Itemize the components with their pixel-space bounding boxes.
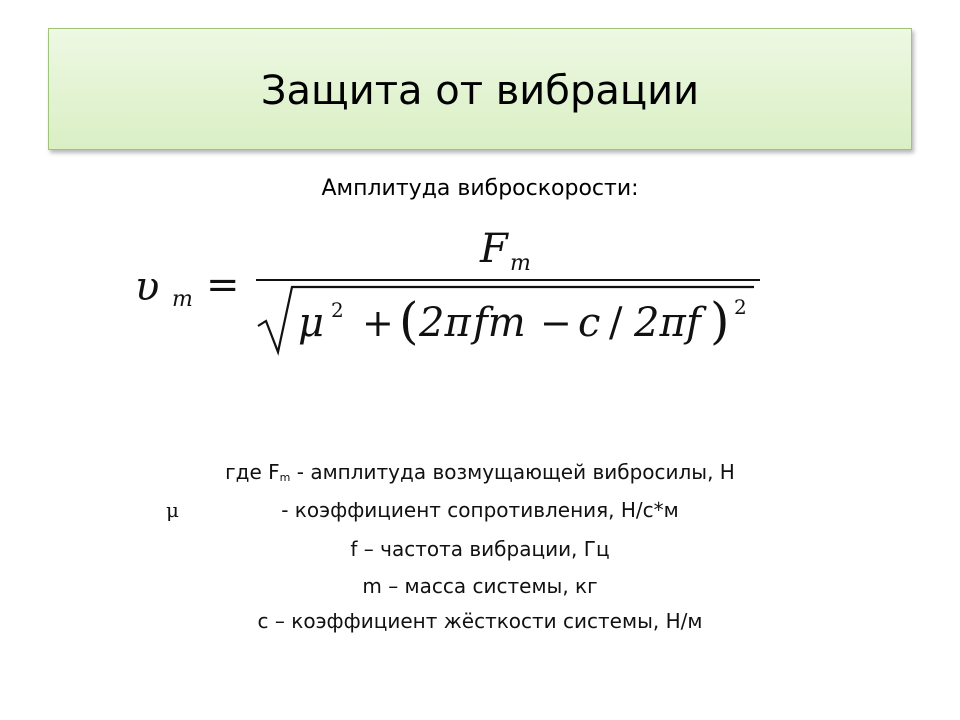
legend-stiffness: с – коэффициент жёсткости системы, Н/м [257, 609, 703, 633]
legend-force [0, 460, 960, 484]
slash-sign: / [609, 300, 623, 346]
legend-force-subscript: m [279, 471, 291, 484]
formula-caption: Амплитуда виброскорости: [321, 176, 639, 201]
numerator-F: F [480, 226, 508, 272]
lhs-symbol: υ [135, 264, 160, 310]
numerator-subscript: m [510, 251, 531, 276]
plus-sign: + [362, 301, 394, 345]
legend-force-text: - амплитуда возмущающей вибросилы, Н [290, 460, 735, 484]
lhs-subscript: m [172, 287, 193, 312]
legend-frequency: f – частота вибрации, Гц [350, 537, 610, 561]
minus-sign: − [540, 301, 572, 345]
term-2pi-1: 2π [419, 300, 471, 346]
slide-title: Защита от вибрации [260, 68, 700, 114]
term-f: f [686, 300, 701, 346]
legend-resistance: - коэффициент сопротивления, Н/с*м [281, 498, 679, 522]
term-fm: fm [473, 300, 526, 346]
mu-term: μ [298, 300, 324, 346]
paren-exponent: 2 [734, 295, 747, 319]
legend-mass: m – масса системы, кг [362, 574, 598, 598]
equals-sign: = [206, 262, 240, 308]
legend-force-prefix: где F [225, 460, 280, 484]
left-paren: ( [399, 292, 419, 350]
term-2pi-2: 2π [634, 300, 686, 346]
mu-exponent: 2 [331, 298, 344, 322]
term-c: c [578, 300, 601, 346]
right-paren: ) [710, 292, 730, 350]
legend-mu-symbol: μ [166, 498, 179, 522]
